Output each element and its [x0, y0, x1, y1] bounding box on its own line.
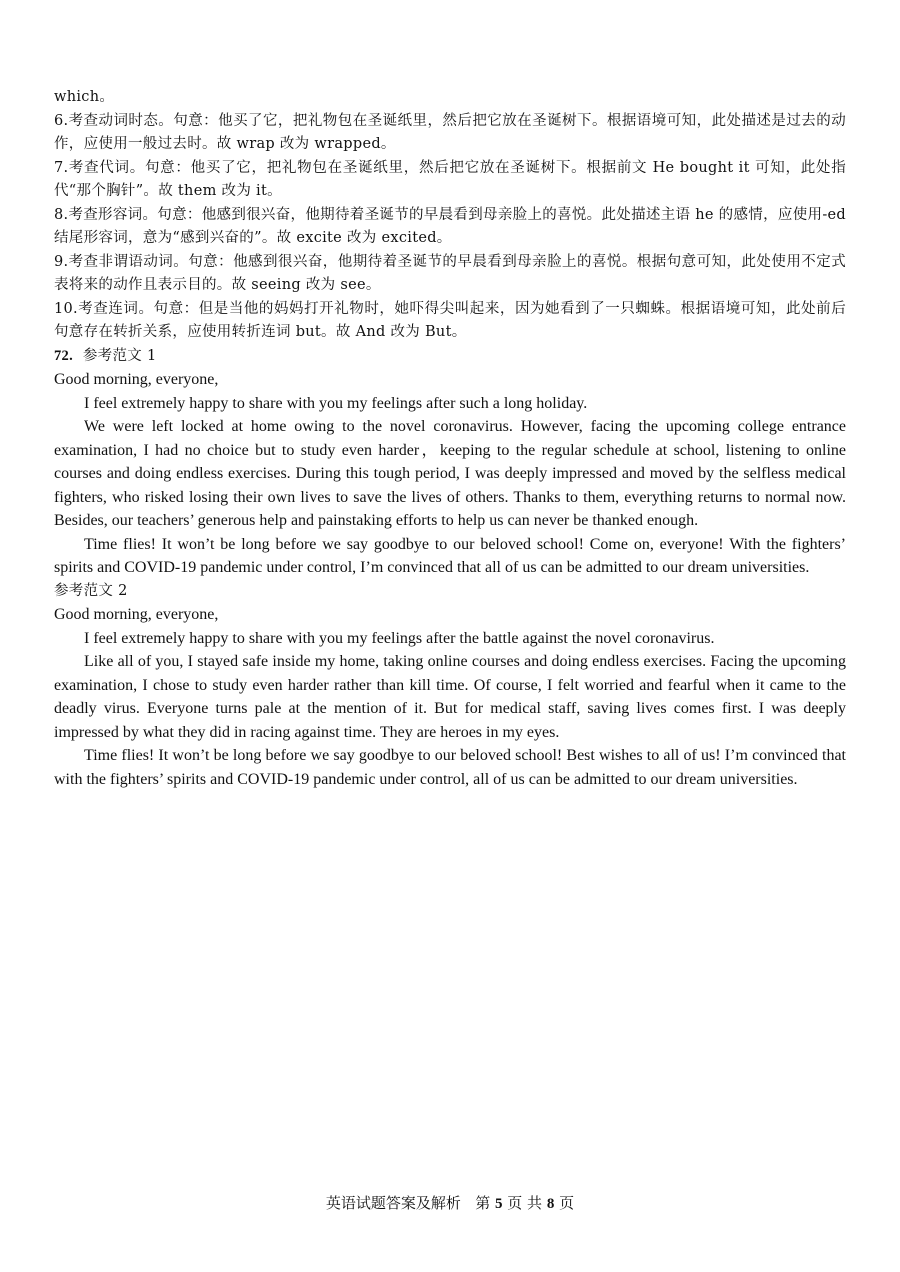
footer-page-suffix: 页: [559, 1194, 575, 1212]
footer-page-middle: 页 共: [507, 1194, 543, 1212]
sample-2-paragraph: Like all of you, I stayed safe inside my home, taking online courses and doing endless exercises. Facing the upcoming examination, I chose to study even harder rather than kill time. Of course, I felt worried and fearful when it came to the deadly virus. Everyone turns pale at the mention of it. But for medical staff, saving lives comes first. I was deeply impressed by what they did in racing against time. They are heroes in my eyes.: [54, 653, 846, 741]
document-page: [54, 86, 846, 791]
sample-1-title: 参考范文 1: [82, 347, 157, 364]
footer-page-number: 5: [494, 1196, 503, 1212]
sample-2-title: 参考范文 2: [54, 582, 128, 599]
sample-1-greeting: Good morning, everyone,: [54, 371, 219, 388]
answer-note-6: 6.考查动词时态。句意：他买了它，把礼物包在圣诞纸里，然后把它放在圣诞树下。根据语境可知，此处描述是过去的动作，应使用一般过去时。故 wrap 改为 wrapped。: [54, 112, 846, 152]
sample-1-paragraph: I feel extremely happy to share with you my feelings after such a long holiday.: [84, 394, 588, 412]
answer-note-continuation: which。: [54, 89, 115, 105]
answer-note-7: 7.考查代词。句意：他买了它，把礼物包在圣诞纸里，然后把它放在圣诞树下。根据前文 He bought it 可知，此处指代“那个胸针”。故 them 改为 it。: [54, 159, 846, 199]
question-number: 72.: [54, 347, 74, 364]
answer-note-10: 10.考查连词。句意：但是当他的妈妈打开礼物时，她吓得尖叫起来，因为她看到了一只蜘蛛。根据语境可知，此处前后句意存在转折关系，应使用转折连词 but。故 And 改为 But。: [54, 300, 846, 340]
page-footer: [0, 1192, 900, 1213]
sample-2-greeting: Good morning, everyone,: [54, 606, 219, 623]
sample-1-paragraph: We were left locked at home owing to the novel coronavirus. However, facing the upcoming college entrance examination, I had no choice but to study even harder，keeping to the regular schedule at school, listening to online courses and doing endless exercises. During this tough period, I was deeply impressed and moved by the selfless medical fighters, who risked losing their own lives to save the lives of others. Thanks to them, everything returns to normal now. Besides, our teachers’ generous help and painstaking efforts to help us can never be thanked enough.: [54, 418, 846, 529]
answer-note-8: 8.考查形容词。句意：他感到很兴奋，他期待着圣诞节的早晨看到母亲脸上的喜悦。此处描述主语 he 的感情，应使用-ed 结尾形容词，意为“感到兴奋的”。故 excite 改为 excited。: [54, 206, 846, 246]
question-72-heading: [54, 345, 846, 369]
sample-2-paragraph: I feel extremely happy to share with you my feelings after the battle against the novel coronavirus.: [84, 629, 715, 647]
footer-page-total: 8: [546, 1196, 555, 1212]
footer-page-prefix: 第: [475, 1194, 491, 1212]
footer-doc-title: 英语试题答案及解析: [325, 1194, 461, 1212]
sample-1-paragraph: Time flies! It won’t be long before we say goodbye to our beloved school! Come on, everyone! With the fighters’ spirits and COVID-19 pandemic under control, I’m convinced that all of us can be admitted to our dream universities.: [54, 535, 846, 576]
sample-2-paragraph: Time flies! It won’t be long before we say goodbye to our beloved school! Best wishes to all of us! I’m convinced that with the fighters’ spirits and COVID-19 pandemic under control, all of us can be admitted to our dream universities.: [54, 747, 846, 788]
answer-note-9: 9.考查非谓语动词。句意：他感到很兴奋，他期待着圣诞节的早晨看到母亲脸上的喜悦。根据句意可知，此处使用不定式表将来的动作且表示目的。故 seeing 改为 see。: [54, 253, 846, 293]
